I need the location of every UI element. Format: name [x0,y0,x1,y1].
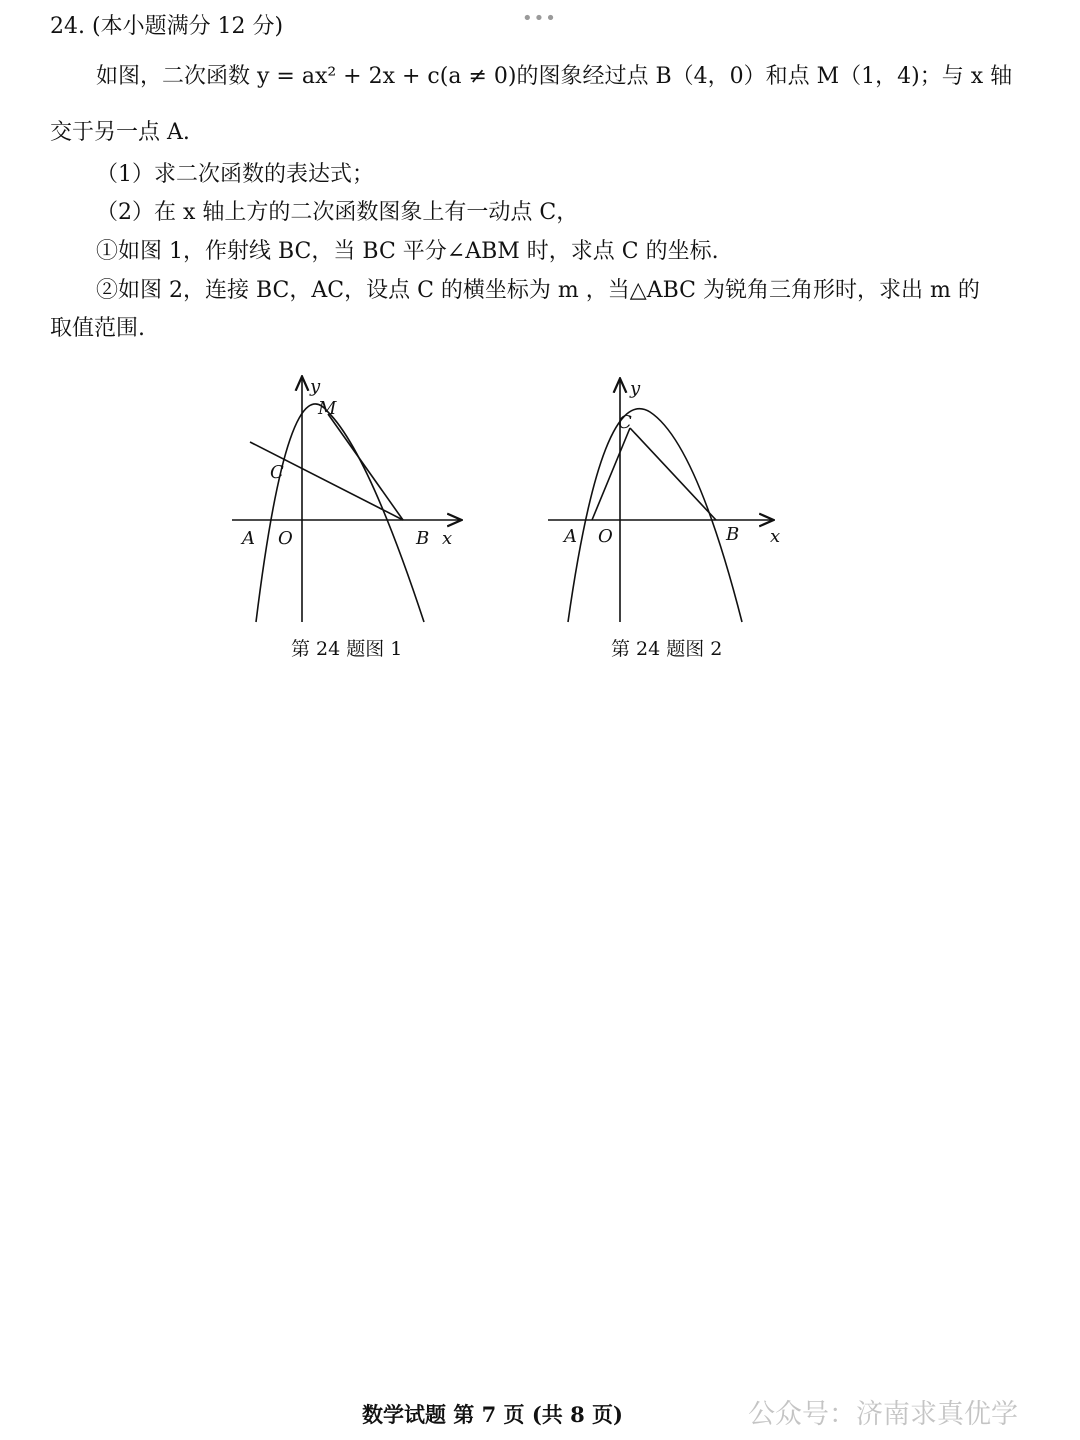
label-a: A [242,528,255,549]
label-b: B [726,524,740,545]
label-c: C [618,412,632,433]
problem-number: 24. (本小题满分 12 分) [50,14,284,39]
watermark: 公众号：济南求真优学 [748,1399,1018,1430]
label-x: x [770,526,781,547]
label-y: y [310,376,321,397]
line-bm [328,414,403,520]
problem-intro-line2: 交于另一点 A. [50,120,190,145]
label-b: B [416,528,430,549]
label-c: C [270,462,284,483]
figure-2 [546,372,786,632]
problem-part2-2-line1: ②如图 2，连接 BC，AC，设点 C 的横坐标为 m ，当△ABC 为锐角三角形时，求出 m 的 [96,278,980,303]
problem-part2-2-line2: 取值范围. [50,316,145,341]
problem-intro-line1: 如图，二次函数 y = ax² + 2x + c(a ≠ 0)的图象经过点 B（4，0）和点 M（1，4)；与 x 轴 [96,64,1013,89]
label-m: M [318,398,337,419]
figure-2-diagram [546,372,786,632]
figure-1-caption: 第 24 题图 1 [291,638,403,660]
more-dots-icon[interactable]: ••• [522,8,557,29]
problem-part2-1: ①如图 1，作射线 BC，当 BC 平分∠ABM 时，求点 C 的坐标. [96,239,719,264]
problem-part1: （1）求二次函数的表达式； [96,162,374,187]
problem-part2: （2）在 x 轴上方的二次函数图象上有一动点 C， [96,200,579,225]
label-y: y [630,378,641,399]
figure-1-diagram [228,372,468,632]
label-x: x [442,528,453,549]
label-o: O [278,528,293,549]
segment-bc [630,428,716,520]
label-o: O [598,526,613,547]
figure-2-caption: 第 24 题图 2 [611,638,723,660]
figure-1 [228,372,468,632]
page-footer: 数学试题 第 7 页 (共 8 页) [362,1402,623,1427]
label-a: A [564,526,577,547]
